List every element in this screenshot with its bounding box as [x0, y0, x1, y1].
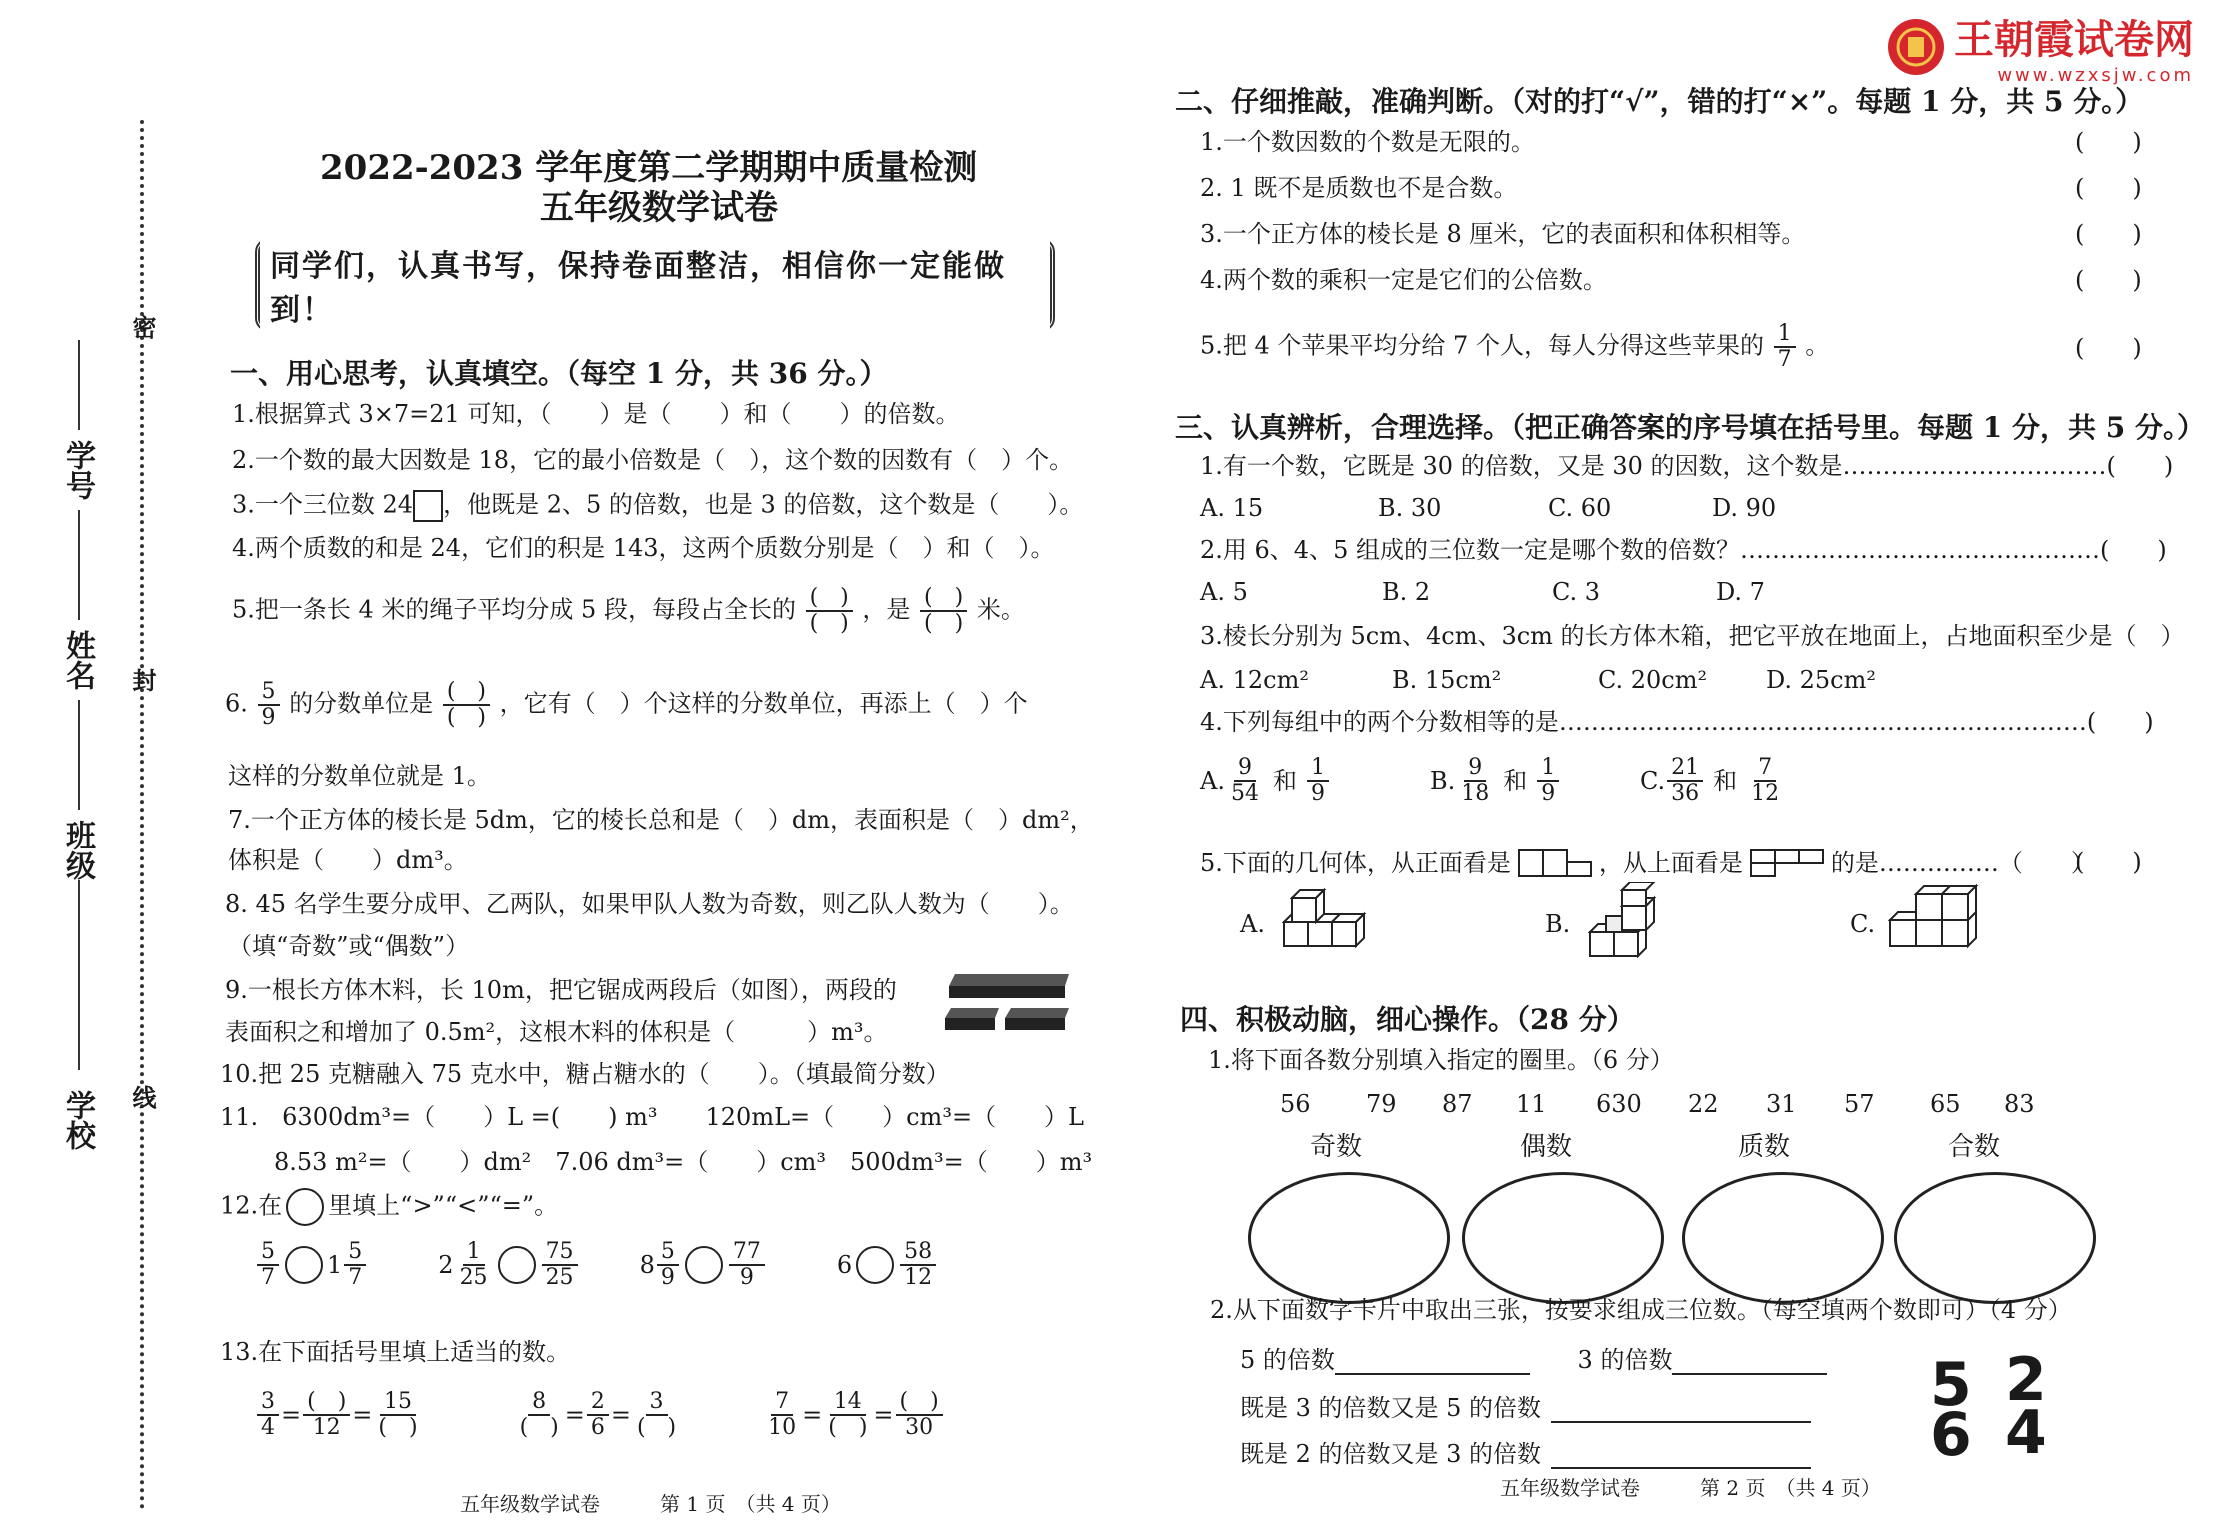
fraction-num[interactable]: ( ) — [896, 1390, 943, 1416]
fraction-den: 12 — [904, 1265, 933, 1291]
fraction-den: 4 — [261, 1415, 275, 1441]
composite-circle[interactable] — [1894, 1172, 2096, 1304]
s3-q2: 2.用 6、4、5 组成的三位数一定是哪个数的倍数？………………………………………( ) — [1200, 536, 2167, 564]
s4-l3-text: 既是 3 的倍数又是 5 的倍数 — [1240, 1394, 1542, 1422]
fraction — [824, 1390, 871, 1440]
fraction — [456, 1240, 492, 1290]
s4-l1 — [1240, 1346, 1827, 1375]
fraction-den: 12 — [1751, 781, 1780, 807]
page-title: 2022-2023 学年度第二学期期中质量检测 — [320, 148, 978, 188]
digit-card-5: 5 — [1930, 1350, 1972, 1420]
circle-label-even: 偶数 — [1520, 1132, 1573, 1162]
answer-paren[interactable]: ( ) — [2075, 128, 2142, 156]
s3-o1-b[interactable]: B. 30 — [1378, 494, 1442, 522]
fraction — [729, 1240, 765, 1290]
lumber-figure — [945, 970, 1070, 1032]
fraction-num: 8 — [528, 1390, 550, 1416]
s3-q3: 3.棱长分别为 5cm、4cm、3cm 的长方体木箱，把它平放在地面上，占地面积至少是（ ） — [1200, 622, 2185, 650]
s1-q12-text-a: 12.在 — [220, 1191, 283, 1220]
fraction-num[interactable]: ( ) — [303, 1390, 350, 1416]
number-chip[interactable]: 630 — [1596, 1090, 1642, 1118]
answer-paren[interactable]: ( ) — [2075, 266, 2142, 294]
number-chip[interactable]: 22 — [1688, 1090, 1719, 1118]
fraction-1-7 — [1774, 322, 1796, 372]
s2-item-2: 2. 1 既不是质数也不是合数。 — [1200, 174, 1518, 202]
number-chip[interactable]: 83 — [2004, 1090, 2035, 1118]
section-1-title: 一、用心思考，认真填空。（每空 1 分，共 36 分。） — [230, 357, 888, 390]
fraction-num: 3 — [646, 1390, 668, 1416]
fraction — [374, 1390, 421, 1440]
s2-q5-text-b: 。 — [1805, 331, 1830, 360]
number-chip[interactable]: 65 — [1930, 1090, 1961, 1118]
fraction-num: ( ) — [806, 586, 853, 612]
binding-line — [78, 880, 80, 1070]
fraction — [657, 1240, 679, 1290]
fraction-num: 2 — [587, 1390, 609, 1416]
s1-q12 — [220, 1188, 558, 1226]
fraction-den[interactable]: ( ) — [636, 1415, 677, 1441]
fraction-num: 7 — [1754, 756, 1776, 782]
fraction-den: 25 — [459, 1265, 488, 1291]
number-chip[interactable]: 56 — [1280, 1090, 1311, 1118]
fraction-blank — [443, 680, 490, 730]
fraction-den: 9 — [1310, 781, 1325, 807]
fraction-num: ( ) — [443, 680, 490, 706]
fraction-blank — [806, 586, 853, 636]
s2-item-3: 3.一个正方体的棱长是 8 厘米，它的表面积和体积相等。 — [1200, 220, 1806, 248]
fraction-den[interactable]: ( ) — [378, 1415, 418, 1441]
binding-line — [78, 340, 80, 430]
binding-line — [78, 510, 80, 620]
option-letter: A. — [1200, 766, 1225, 795]
fraction-num: ( ) — [920, 586, 967, 612]
s4-l4 — [1240, 1440, 1811, 1469]
s3-o2-b[interactable]: B. 2 — [1382, 578, 1431, 606]
front-view-figure — [1517, 848, 1593, 878]
s4-l1-text: 5 的倍数 — [1240, 1346, 1335, 1374]
fraction — [1537, 756, 1559, 806]
fraction-den: ( ) — [809, 611, 849, 637]
s4-l4-text: 既是 2 的倍数又是 3 的倍数 — [1240, 1440, 1542, 1468]
whole-part: 1 — [327, 1250, 343, 1279]
fraction-num: 9 — [1234, 756, 1256, 782]
s3-o4-b[interactable] — [1430, 756, 1561, 806]
fraction — [1307, 756, 1329, 806]
fraction-num: 1 — [1307, 756, 1329, 782]
s3-o2-d[interactable]: D. 7 — [1716, 578, 1765, 606]
fraction-den: 9 — [660, 1265, 675, 1291]
footer-page-2: 五年级数学试卷 第 2 页 （共 4 页） — [1500, 1476, 1881, 1500]
fraction-num: 1 — [463, 1240, 485, 1266]
s3-q5-text-a: 5.下面的几何体，从正面看是 — [1200, 848, 1511, 877]
logo-url: www.wzxsjw.com — [1997, 65, 2194, 86]
whole-part: 6 — [836, 1250, 853, 1279]
footer-page-1: 五年级数学试卷 第 1 页 （共 4 页） — [460, 1492, 841, 1516]
s1-q9a: 9.一根长方体木料，长 10m，把它锯成两段后（如图），两段的 — [225, 976, 897, 1004]
fraction-den: 9 — [739, 1265, 754, 1291]
fraction-den: 36 — [1671, 781, 1700, 807]
seal-mi: 密 — [128, 315, 157, 339]
number-chip[interactable]: 57 — [1844, 1090, 1875, 1118]
fraction-den: 7 — [1777, 347, 1792, 373]
s1-q6-text-a: 6. — [225, 689, 248, 718]
fraction-den[interactable]: ( ) — [519, 1415, 559, 1441]
s1-q3-text-a: 3.一个三位数 24 — [232, 490, 414, 519]
fraction-num: 77 — [729, 1240, 765, 1266]
s3-o3-a[interactable]: A. 12cm² — [1200, 666, 1309, 694]
fraction-blank — [920, 586, 967, 636]
and-text: 和 — [1503, 766, 1528, 795]
answer-blank[interactable] — [1672, 1347, 1827, 1375]
s3-o3-c[interactable]: C. 20cm² — [1598, 666, 1708, 694]
s1-q5-text-b: ，是 — [862, 595, 911, 624]
s3-o3-d[interactable]: D. 25cm² — [1766, 666, 1877, 694]
digit-card-6: 6 — [1930, 1400, 1972, 1470]
option-letter: B. — [1430, 766, 1456, 795]
fraction-den: 25 — [545, 1265, 574, 1291]
s4-q1: 1.将下面各数分别填入指定的圈里。（6 分） — [1208, 1046, 1674, 1074]
fraction-num: 5 — [258, 680, 280, 706]
fraction-num: 14 — [830, 1390, 866, 1416]
s3-o5-a[interactable]: A. — [1240, 910, 1265, 938]
s1-q5 — [232, 586, 1025, 636]
s1-q7a: 7.一个正方体的棱长是 5dm，它的棱长总和是（ ）dm，表面积是（ ）dm²， — [228, 806, 1094, 834]
fraction-num: 5 — [657, 1240, 679, 1266]
fraction-den: 9 — [261, 705, 276, 731]
seal-feng: 封 — [128, 668, 157, 692]
odd-circle[interactable] — [1248, 1172, 1450, 1304]
fraction — [764, 1390, 800, 1440]
s1-q7b: 体积是（ ）dm³。 — [228, 846, 468, 874]
s1-q11a: 11. 6300dm³=（ ）L =( ) m³ 120mL=（ ）cm³=（ ）L — [220, 1103, 1084, 1131]
s2-q5-text-a: 5.把 4 个苹果平均分给 7 个人，每人分得这些苹果的 — [1200, 331, 1764, 360]
fraction — [516, 1390, 563, 1440]
s1-q2: 2.一个数的最大因数是 18，它的最小倍数是（ ），这个数的因数有（ ）个。 — [232, 446, 1074, 474]
s1-q6 — [225, 680, 1028, 730]
circle-label-composite: 合数 — [1948, 1132, 2001, 1162]
cube-figure-c — [1888, 874, 1998, 954]
answer-blank[interactable] — [1551, 1395, 1811, 1423]
s2-item-5 — [1200, 322, 1829, 372]
number-chip[interactable]: 79 — [1366, 1090, 1397, 1118]
s2-item-1: 1.一个数因数的个数是无限的。 — [1200, 128, 1535, 156]
s4-l2-text: 3 的倍数 — [1577, 1346, 1673, 1374]
compare-circle[interactable] — [498, 1246, 536, 1284]
s3-o5-b[interactable]: B. — [1545, 910, 1571, 938]
compare-circle[interactable] — [285, 1246, 323, 1284]
s1-q5-text-c: 米。 — [976, 595, 1025, 624]
s1-q10: 10.把 25 克糖融入 75 克水中，糖占糖水的（ ）。（填最简分数） — [220, 1060, 950, 1088]
s1-q5-text-a: 5.把一条长 4 米的绳子平均分成 5 段，每段占全长的 — [232, 595, 796, 624]
fraction — [587, 1390, 609, 1440]
whole-part: 8 — [639, 1250, 655, 1279]
binding-label-id: 学号 — [60, 440, 95, 500]
and-text: 和 — [1272, 766, 1297, 795]
s1-q3-text-b: ，他既是 2、5 的倍数，也是 3 的倍数，这个数是（ ）。 — [443, 490, 1084, 519]
fraction-den: 10 — [768, 1415, 797, 1441]
s1-q1: 1.根据算式 3×7=21 可知，（ ）是（ ）和（ ）的倍数。 — [232, 400, 960, 428]
fraction-num: 21 — [1667, 756, 1703, 782]
motto-banner — [255, 238, 1055, 332]
fraction-num: 9 — [1464, 756, 1486, 782]
fraction — [303, 1390, 350, 1440]
s1-q6-text-b: 的分数单位是 — [289, 689, 434, 718]
compare-circle[interactable] — [685, 1246, 723, 1284]
s1-q11b: 8.53 m²=（ ）dm² 7.06 dm³=（ ）cm³ 500dm³=（ ）m³ — [250, 1148, 1093, 1176]
s1-q12-text-b: 里填上“>”“<”“=”。 — [328, 1191, 559, 1220]
s3-q1: 1.有一个数，它既是 30 的倍数，又是 30 的因数，这个数是……………………………( ) — [1200, 452, 2174, 480]
fraction-den: 7 — [348, 1265, 363, 1291]
section-2-title: 二、仔细推敲，准确判断。（对的打“√”，错的打“×”。每题 1 分，共 5 分。） — [1175, 85, 2144, 118]
s3-o2-a[interactable]: A. 5 — [1200, 578, 1248, 606]
answer-paren[interactable]: ( ) — [2075, 848, 2142, 876]
fraction — [1667, 756, 1703, 806]
compare-row — [255, 1240, 938, 1290]
s3-q5-text-c: 的是……………（ ） — [1830, 848, 2095, 877]
s4-l3 — [1240, 1394, 1811, 1423]
compare-circle — [286, 1188, 324, 1226]
answer-paren[interactable]: ( ) — [2075, 220, 2142, 248]
fraction-den: ( ) — [924, 611, 964, 637]
fraction-num: 5 — [344, 1240, 366, 1266]
option-letter: C. — [1640, 766, 1666, 795]
binding-line — [78, 700, 80, 810]
fraction-den: 7 — [261, 1265, 275, 1291]
cube-figure-b — [1588, 882, 1678, 962]
s3-o4-a[interactable] — [1200, 756, 1331, 806]
cube-figure-a — [1282, 886, 1372, 956]
s1-q9b: 表面积之和增加了 0.5m²，这根木料的体积是（ ）m³。 — [225, 1018, 888, 1046]
s3-o4-c[interactable] — [1640, 756, 1785, 806]
fraction-den: 30 — [905, 1415, 934, 1441]
s3-o1-a[interactable]: A. 15 — [1200, 494, 1264, 522]
fraction-den: 6 — [590, 1415, 605, 1441]
fraction — [896, 1390, 943, 1440]
even-circle[interactable] — [1462, 1172, 1664, 1304]
s3-o1-d[interactable]: D. 90 — [1712, 494, 1777, 522]
answer-paren[interactable]: ( ) — [2075, 174, 2142, 202]
answer-paren[interactable]: ( ) — [2075, 334, 2142, 362]
fraction — [257, 1240, 279, 1290]
fraction-num: 3 — [257, 1390, 279, 1416]
fraction-num: 1 — [1537, 756, 1559, 782]
number-chip[interactable]: 31 — [1766, 1090, 1797, 1118]
s1-q3 — [232, 490, 1083, 522]
s3-o1-c[interactable]: C. 60 — [1548, 494, 1612, 522]
fraction — [257, 1390, 279, 1440]
section-4-title: 四、积极动脑，细心操作。（28 分） — [1180, 1003, 1635, 1036]
s1-q6-cont: 这样的分数单位就是 1。 — [228, 762, 491, 790]
fraction-num: 1 — [1774, 322, 1796, 348]
fraction — [344, 1240, 366, 1290]
binding-label-name: 姓名 — [60, 630, 95, 690]
s3-q5-text-b: ，从上面看是 — [1598, 848, 1743, 877]
fraction — [1747, 756, 1783, 806]
fraction — [542, 1240, 578, 1290]
fraction-den: 9 — [1541, 781, 1556, 807]
logo-emblem-icon — [1886, 17, 1946, 77]
fraction-num: 15 — [380, 1390, 416, 1416]
binding-label-class: 班级 — [60, 820, 95, 880]
s4-q2: 2.从下面数字卡片中取出三张，按要求组成三位数。（每空填两个数即可）（4 分） — [1210, 1296, 2072, 1324]
fraction-den: 18 — [1461, 781, 1490, 807]
s1-q4: 4.两个质数的和是 24，它们的积是 143，这两个质数分别是（ ）和（ ）。 — [232, 534, 1055, 562]
s3-o3-b[interactable]: B. 15cm² — [1392, 666, 1502, 694]
binding-label-school: 学校 — [60, 1090, 95, 1150]
fraction — [1457, 756, 1493, 806]
compare-circle[interactable] — [856, 1246, 894, 1284]
circle-label-odd: 奇数 — [1310, 1132, 1363, 1162]
fraction — [633, 1390, 680, 1440]
fraction-den: 12 — [312, 1415, 341, 1441]
top-view-figure — [1749, 848, 1825, 878]
number-chip[interactable]: 11 — [1516, 1090, 1547, 1118]
page-subtitle: 五年级数学试卷 — [540, 188, 778, 228]
s1-q8a: 8. 45 名学生要分成甲、乙两队，如果甲队人数为奇数，则乙队人数为（ ）。 — [225, 890, 1074, 918]
fraction — [1227, 756, 1263, 806]
s3-o5-c[interactable]: C. — [1850, 910, 1876, 938]
fraction-num: 75 — [542, 1240, 578, 1266]
s3-q4: 4.下列每组中的两个分数相等的是…………………………………………………………( ) — [1200, 708, 2154, 736]
circle-label-prime: 质数 — [1738, 1132, 1791, 1162]
fraction — [900, 1240, 936, 1290]
s1-q8b: （填“奇数”或“偶数”） — [228, 932, 470, 960]
s1-q6-text-c: ，它有（ ）个这样的分数单位，再添上（ ）个 — [499, 689, 1028, 718]
number-list — [1280, 1090, 2064, 1118]
whole-part: 2 — [438, 1250, 454, 1279]
digit-card-4: 4 — [2005, 1398, 2047, 1468]
s3-o2-c[interactable]: C. 3 — [1552, 578, 1601, 606]
answer-blank[interactable] — [1551, 1441, 1811, 1469]
logo-brand: 王朝霞试卷网 — [1954, 17, 2194, 63]
equiv-row: $\frac{3}{4}$ = $\frac{( )}{12}$ = $\frac{15}{( )}$ $\frac{8}{( )}$ = $\frac{2}{6}$ = $\frac{3}{( )}$ $\frac{7}{10}$ = $\frac{14}{( )}$ = $\frac{( )}{30}$ — [255, 1390, 945, 1440]
fraction-den: 54 — [1230, 781, 1259, 807]
prime-circle[interactable] — [1682, 1172, 1884, 1304]
seal-xian: 线 — [128, 1085, 157, 1109]
fraction-num: 5 — [257, 1240, 279, 1266]
section-3-title: 三、认真辨析，合理选择。（把正确答案的序号填在括号里。每题 1 分，共 5 分。） — [1175, 411, 2205, 444]
site-logo — [1886, 8, 2194, 86]
s1-q13: 13.在下面括号里填上适当的数。 — [220, 1338, 571, 1366]
fraction-den: ( ) — [446, 705, 486, 731]
fraction-num: 58 — [900, 1240, 936, 1266]
fraction-den[interactable]: ( ) — [828, 1415, 868, 1441]
s2-item-4: 4.两个数的乘积一定是它们的公倍数。 — [1200, 266, 1607, 294]
number-chip[interactable]: 87 — [1442, 1090, 1473, 1118]
fraction-num: 7 — [771, 1390, 793, 1416]
digit-card-2: 2 — [2005, 1345, 2047, 1415]
motto-text: 同学们，认真书写，保持卷面整洁，相信你一定能做到！ — [260, 237, 1050, 333]
answer-blank[interactable] — [1335, 1347, 1530, 1375]
fraction-5-9 — [258, 680, 280, 730]
digit-box — [413, 490, 443, 522]
and-text: 和 — [1713, 766, 1738, 795]
